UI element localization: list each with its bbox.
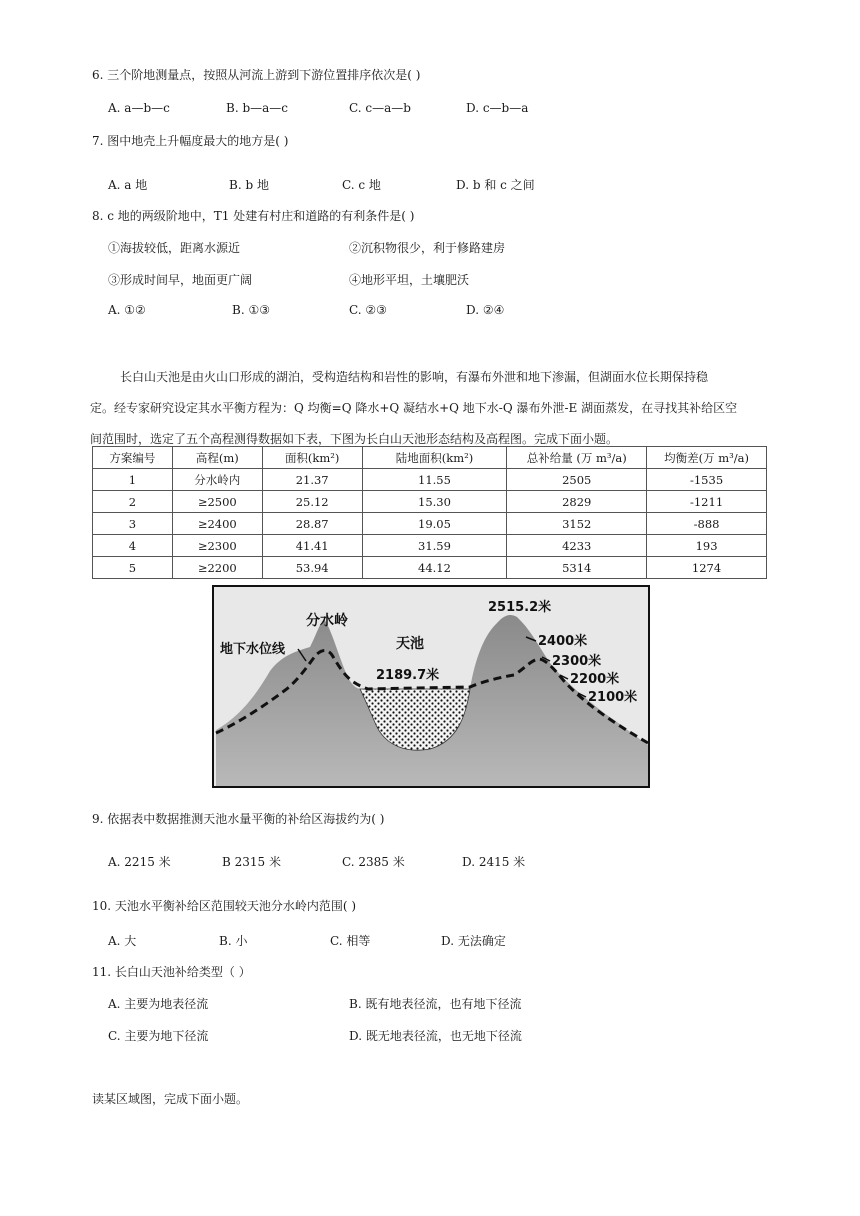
question-11-stem: 11. 长白山天池补给类型（ ） — [92, 965, 251, 979]
q10-option-d[interactable]: D. 无法确定 — [441, 934, 506, 948]
q6-option-c[interactable]: C. c—a—b — [349, 101, 411, 115]
label-contour-2100: 2100米 — [588, 690, 638, 705]
label-contour-2300: 2300米 — [552, 654, 602, 669]
question-9-stem: 9. 依据表中数据推测天池水量平衡的补给区海拔约为( ) — [92, 812, 385, 826]
q8-option-d[interactable]: D. ②④ — [466, 303, 505, 317]
table-header-row — [93, 447, 767, 469]
q7-option-a[interactable]: A. a 地 — [108, 178, 148, 192]
q9-option-b[interactable]: B 2315 米 — [222, 855, 281, 869]
q11-option-c[interactable]: C. 主要为地下径流 — [108, 1029, 209, 1043]
table-cell: 11.55 — [362, 469, 507, 491]
q8-statement-3: ③形成时间早，地面更广阔 — [108, 273, 253, 287]
q9-option-a[interactable]: A. 2215 米 — [108, 855, 171, 869]
intro-line-1: 长白山天池是由火山口形成的湖泊，受构造结构和岩性的影响，有瀑布外泄和地下渗漏，但湖面水位长期保持稳 — [120, 370, 709, 384]
table-cell: 2829 — [507, 491, 647, 513]
label-peak: 2515.2米 — [488, 600, 552, 615]
table-cell: 1274 — [647, 557, 767, 579]
q8-statement-4: ④地形平坦，土壤肥沃 — [349, 273, 470, 287]
q8-option-a[interactable]: A. ①② — [108, 303, 146, 317]
table-cell: 44.12 — [362, 557, 507, 579]
table-cell: 53.94 — [262, 557, 362, 579]
table-cell: 15.30 — [362, 491, 507, 513]
table-cell: ≥2300 — [172, 535, 262, 557]
table-cell: 25.12 — [262, 491, 362, 513]
q11-option-d[interactable]: D. 既无地表径流，也无地下径流 — [349, 1029, 522, 1043]
q11-option-b[interactable]: B. 既有地表径流，也有地下径流 — [349, 997, 522, 1011]
label-ridge: 分水岭 — [306, 613, 348, 629]
table-cell: 2505 — [507, 469, 647, 491]
label-lake-level: 2189.7米 — [376, 668, 440, 683]
q9-option-d[interactable]: D. 2415 米 — [462, 855, 526, 869]
intro-line-2: 定。经专家研究设定其水平衡方程为：Q 均衡=Q 降水+Q 凝结水+Q 地下水-Q 瀑布外泄-E 湖面蒸发，在寻找其补给区空 — [90, 401, 738, 415]
table-cell: 4233 — [507, 535, 647, 557]
label-lake: 天池 — [396, 636, 424, 652]
table-cell: 5314 — [507, 557, 647, 579]
table-cell: 41.41 — [262, 535, 362, 557]
table-header: 陆地面积(km²) — [362, 447, 507, 469]
label-contour-2200: 2200米 — [570, 672, 620, 687]
table-cell: -888 — [647, 513, 767, 535]
table-row — [93, 469, 767, 491]
table-cell: 5 — [93, 557, 173, 579]
table-cell: ≥2400 — [172, 513, 262, 535]
q7-option-b[interactable]: B. b 地 — [229, 178, 269, 192]
question-7-stem: 7. 图中地壳上升幅度最大的地方是( ) — [92, 134, 289, 148]
q6-option-d[interactable]: D. c—b—a — [466, 101, 529, 115]
intro-line-3: 间范围时，选定了五个高程测得数据如下表，下图为长白山天池形态结构及高程图。完成下面小题。 — [90, 432, 619, 446]
q7-option-d[interactable]: D. b 和 c 之间 — [456, 178, 535, 192]
table-cell: 28.87 — [262, 513, 362, 535]
table-row — [93, 557, 767, 579]
question-6-stem: 6. 三个阶地测量点，按照从河流上游到下游位置排序依次是( ) — [92, 68, 421, 82]
q8-option-c[interactable]: C. ②③ — [349, 303, 387, 317]
label-groundwater: 地下水位线 — [220, 642, 286, 657]
table-cell: -1535 — [647, 469, 767, 491]
q7-option-c[interactable]: C. c 地 — [342, 178, 381, 192]
table-cell: 19.05 — [362, 513, 507, 535]
supply-data-table — [92, 446, 767, 579]
question-8-stem: 8. c 地的两级阶地中，T1 处建有村庄和道路的有利条件是( ) — [92, 209, 415, 223]
q10-option-c[interactable]: C. 相等 — [330, 934, 371, 948]
table-header: 总补给量 (万 m³/a) — [507, 447, 647, 469]
table-cell: 4 — [93, 535, 173, 557]
table-cell: 1 — [93, 469, 173, 491]
label-contour-2400: 2400米 — [538, 634, 588, 649]
table-row — [93, 535, 767, 557]
q6-option-b[interactable]: B. b—a—c — [226, 101, 289, 115]
table-cell: 3152 — [507, 513, 647, 535]
q9-option-c[interactable]: C. 2385 米 — [342, 855, 405, 869]
q6-option-a[interactable]: A. a—b—c — [108, 101, 170, 115]
table-cell: 21.37 — [262, 469, 362, 491]
table-cell: -1211 — [647, 491, 767, 513]
table-header: 面积(km²) — [262, 447, 362, 469]
next-section-intro: 读某区域图，完成下面小题。 — [92, 1092, 249, 1106]
q8-option-b[interactable]: B. ①③ — [232, 303, 270, 317]
q10-option-b[interactable]: B. 小 — [219, 934, 248, 948]
table-cell: 31.59 — [362, 535, 507, 557]
q10-option-a[interactable]: A. 大 — [108, 934, 137, 948]
q8-statement-1: ①海拔较低，距离水源近 — [108, 241, 241, 255]
table-cell: 193 — [647, 535, 767, 557]
q11-option-a[interactable]: A. 主要为地表径流 — [108, 997, 209, 1011]
q8-statement-2: ②沉积物很少，利于修路建房 — [349, 241, 506, 255]
tianchi-cross-section-figure — [212, 585, 650, 788]
table-row — [93, 491, 767, 513]
table-row — [93, 513, 767, 535]
table-header: 均衡差(万 m³/a) — [647, 447, 767, 469]
table-cell: 3 — [93, 513, 173, 535]
table-cell: ≥2200 — [172, 557, 262, 579]
table-cell: ≥2500 — [172, 491, 262, 513]
question-10-stem: 10. 天池水平衡补给区范围较天池分水岭内范围( ) — [92, 899, 357, 913]
table-header: 高程(m) — [172, 447, 262, 469]
table-cell: 分水岭内 — [172, 469, 262, 491]
table-cell: 2 — [93, 491, 173, 513]
table-header: 方案编号 — [93, 447, 173, 469]
